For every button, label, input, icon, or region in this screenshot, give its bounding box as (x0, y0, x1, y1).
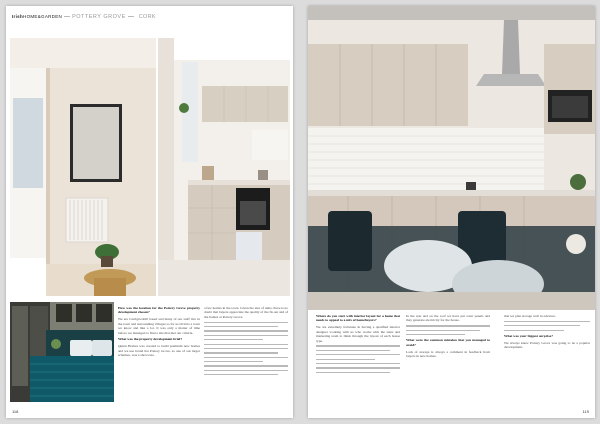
left-page (6, 6, 293, 418)
paragraph-continued (316, 345, 400, 372)
answer-text: We always knew Pottery Grove was going to be a popular development. (504, 340, 590, 350)
page-number-left: 118 (12, 409, 19, 414)
worktop (308, 190, 595, 196)
issue-label: CORK (138, 14, 156, 20)
question-heading: Where do you start with interior layout for a home that needs to appeal to a mix of homebuyers? (316, 314, 400, 323)
right-text-column-a (316, 314, 400, 376)
answer-text: that we plan storage well in advance. (504, 314, 556, 318)
door-frame (158, 38, 174, 296)
side-table-base (94, 278, 126, 296)
open-plan-illustration (308, 6, 595, 310)
header-rule (128, 16, 134, 17)
left-text-column-a (118, 306, 200, 360)
page-number-right: 119 (582, 409, 589, 414)
sofa-arm (308, 292, 595, 310)
lamp-plant (51, 339, 61, 349)
vase (566, 234, 586, 254)
herb-plant (570, 174, 586, 190)
kitchen-photo (158, 38, 290, 296)
right-page (308, 6, 595, 418)
brand-name: Irish (12, 14, 24, 19)
question-heading: What was the property development brief? (118, 337, 183, 342)
wall-cabinets (202, 86, 288, 122)
bed-throw (30, 356, 114, 402)
pillow (92, 340, 112, 356)
answer-text: a few homes in the town. Given the size of units, there is no doubt that buyers appreciate the quality of the fit-out and of the homes at Pottery Grove. (204, 306, 288, 319)
window-glass (13, 98, 43, 188)
brand-section: HOME&GARDEN (23, 14, 63, 19)
floor (158, 260, 290, 296)
bedroom-illustration (10, 302, 114, 402)
wall-art (56, 304, 72, 322)
open-plan-kitchen-photo (308, 6, 595, 310)
paragraph-continued (204, 322, 288, 376)
kettle (466, 182, 476, 190)
wall-art (96, 304, 112, 322)
plant-pot (101, 256, 113, 267)
question-heading: What was your biggest surprise? (504, 334, 553, 339)
wall-art (76, 304, 92, 322)
left-text-column-b (204, 306, 288, 379)
answer-text: Quinn Homes was created to build premium new homes and we use brand Ku Pottery Grove, as one of our larger schemes, was a showcase. (118, 344, 200, 358)
page-header (12, 14, 156, 20)
dining-chair (328, 211, 372, 271)
article-title: POTTERY GROVE (72, 14, 126, 20)
right-text-column-b (406, 314, 490, 361)
worktop (188, 180, 290, 185)
header-rule (64, 16, 70, 17)
bright-floor (10, 258, 50, 296)
extractor-chimney (502, 20, 520, 74)
hanging-plant (179, 103, 189, 113)
ceiling (308, 6, 595, 20)
question-heading: What were the common mistakes that you managed to avoid? (406, 338, 490, 347)
kitchen-illustration (158, 38, 290, 296)
ceiling (10, 38, 156, 68)
hallway-illustration (10, 38, 156, 296)
answer-text: Lack of storage is always a comment in feedback from buyers in new homes. (406, 349, 490, 359)
extractor-hood (476, 74, 546, 86)
pillow (70, 340, 92, 356)
bedroom-photo (10, 302, 114, 402)
tea-towel (236, 232, 262, 260)
right-text-column-c (504, 314, 590, 352)
oven-window (240, 201, 266, 225)
answer-text: We are Carrigtwohill based and many of our staff live in the town and surrounding villages so for us Ovid is a town we know and like a lot. It was only a matter of time before we managed to find a site that met our criteria. (118, 317, 200, 335)
door-frame (46, 68, 50, 268)
wall-cabinets (308, 44, 468, 126)
paragraph-continued (406, 325, 490, 335)
extractor (252, 130, 288, 160)
paragraph-continued (504, 321, 590, 331)
answer-text: We are extremely fortunate in having a qualified interior designer working with us who works with the sales and marketing team to think through the layout of each house type. (316, 325, 400, 343)
ceiling (158, 38, 290, 60)
hallway-photo (10, 38, 156, 296)
answer-text: In the rear and on the roof we have put solar panels and they generate electricity for the house. (406, 314, 490, 323)
question-heading: How was the location for the Pottery Grove property development chosen? (118, 306, 200, 315)
